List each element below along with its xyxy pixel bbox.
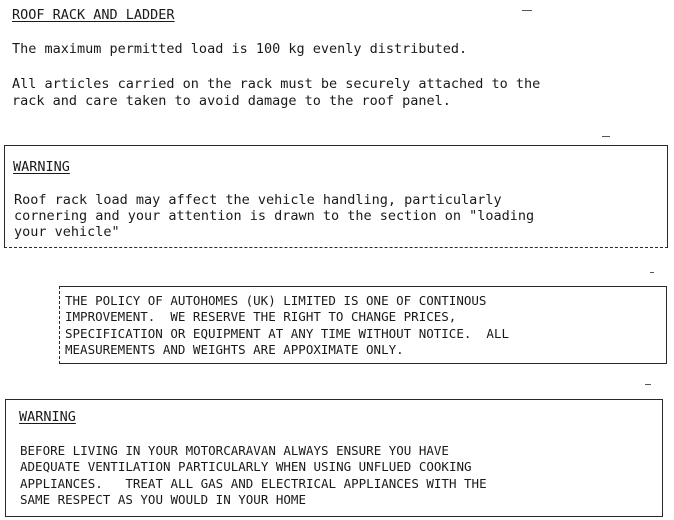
- securing-paragraph: All articles carried on the rack must be securely attached to the rack and care taken to avoid damage to the roof panel.: [12, 76, 541, 109]
- warning-label: WARNING: [19, 409, 76, 425]
- policy-notice-box: [59, 286, 667, 364]
- warning-text: BEFORE LIVING IN YOUR MOTORCARAVAN ALWAYS ENSURE YOU HAVE ADEQUATE VENTILATION PARTICULARLY WHEN USING UNFLUED COOKING APPLIANCES. TREAT ALL GAS AND ELECTRICAL APPLIANCES WITH THE SAME RESPECT AS YOU WOULD IN YOUR HOME: [20, 443, 487, 508]
- warning-text: Roof rack load may affect the vehicle handling, particularly cornering and your attention is drawn to the section on "loading your vehicle": [14, 192, 535, 240]
- warning-box-roof-rack: [4, 145, 668, 248]
- scan-speck: [522, 10, 532, 11]
- scan-speck: [645, 384, 651, 385]
- policy-text: THE POLICY OF AUTOHOMES (UK) LIMITED IS ONE OF CONTINOUS IMPROVEMENT. WE RESERVE THE RIGHT TO CHANGE PRICES, SPECIFICATION OR EQUIPMENT AT ANY TIME WITHOUT NOTICE. ALL MEASUREMENTS AND WEIGHTS ARE APPOXIMATE ONLY.: [65, 293, 510, 358]
- scan-speck: [650, 272, 654, 273]
- scan-speck: [602, 136, 610, 137]
- section-heading: ROOF RACK AND LADDER: [12, 7, 175, 23]
- load-paragraph: The maximum permitted load is 100 kg evenly distributed.: [12, 41, 468, 57]
- warning-label: WARNING: [13, 159, 70, 175]
- warning-box-ventilation: [5, 399, 663, 517]
